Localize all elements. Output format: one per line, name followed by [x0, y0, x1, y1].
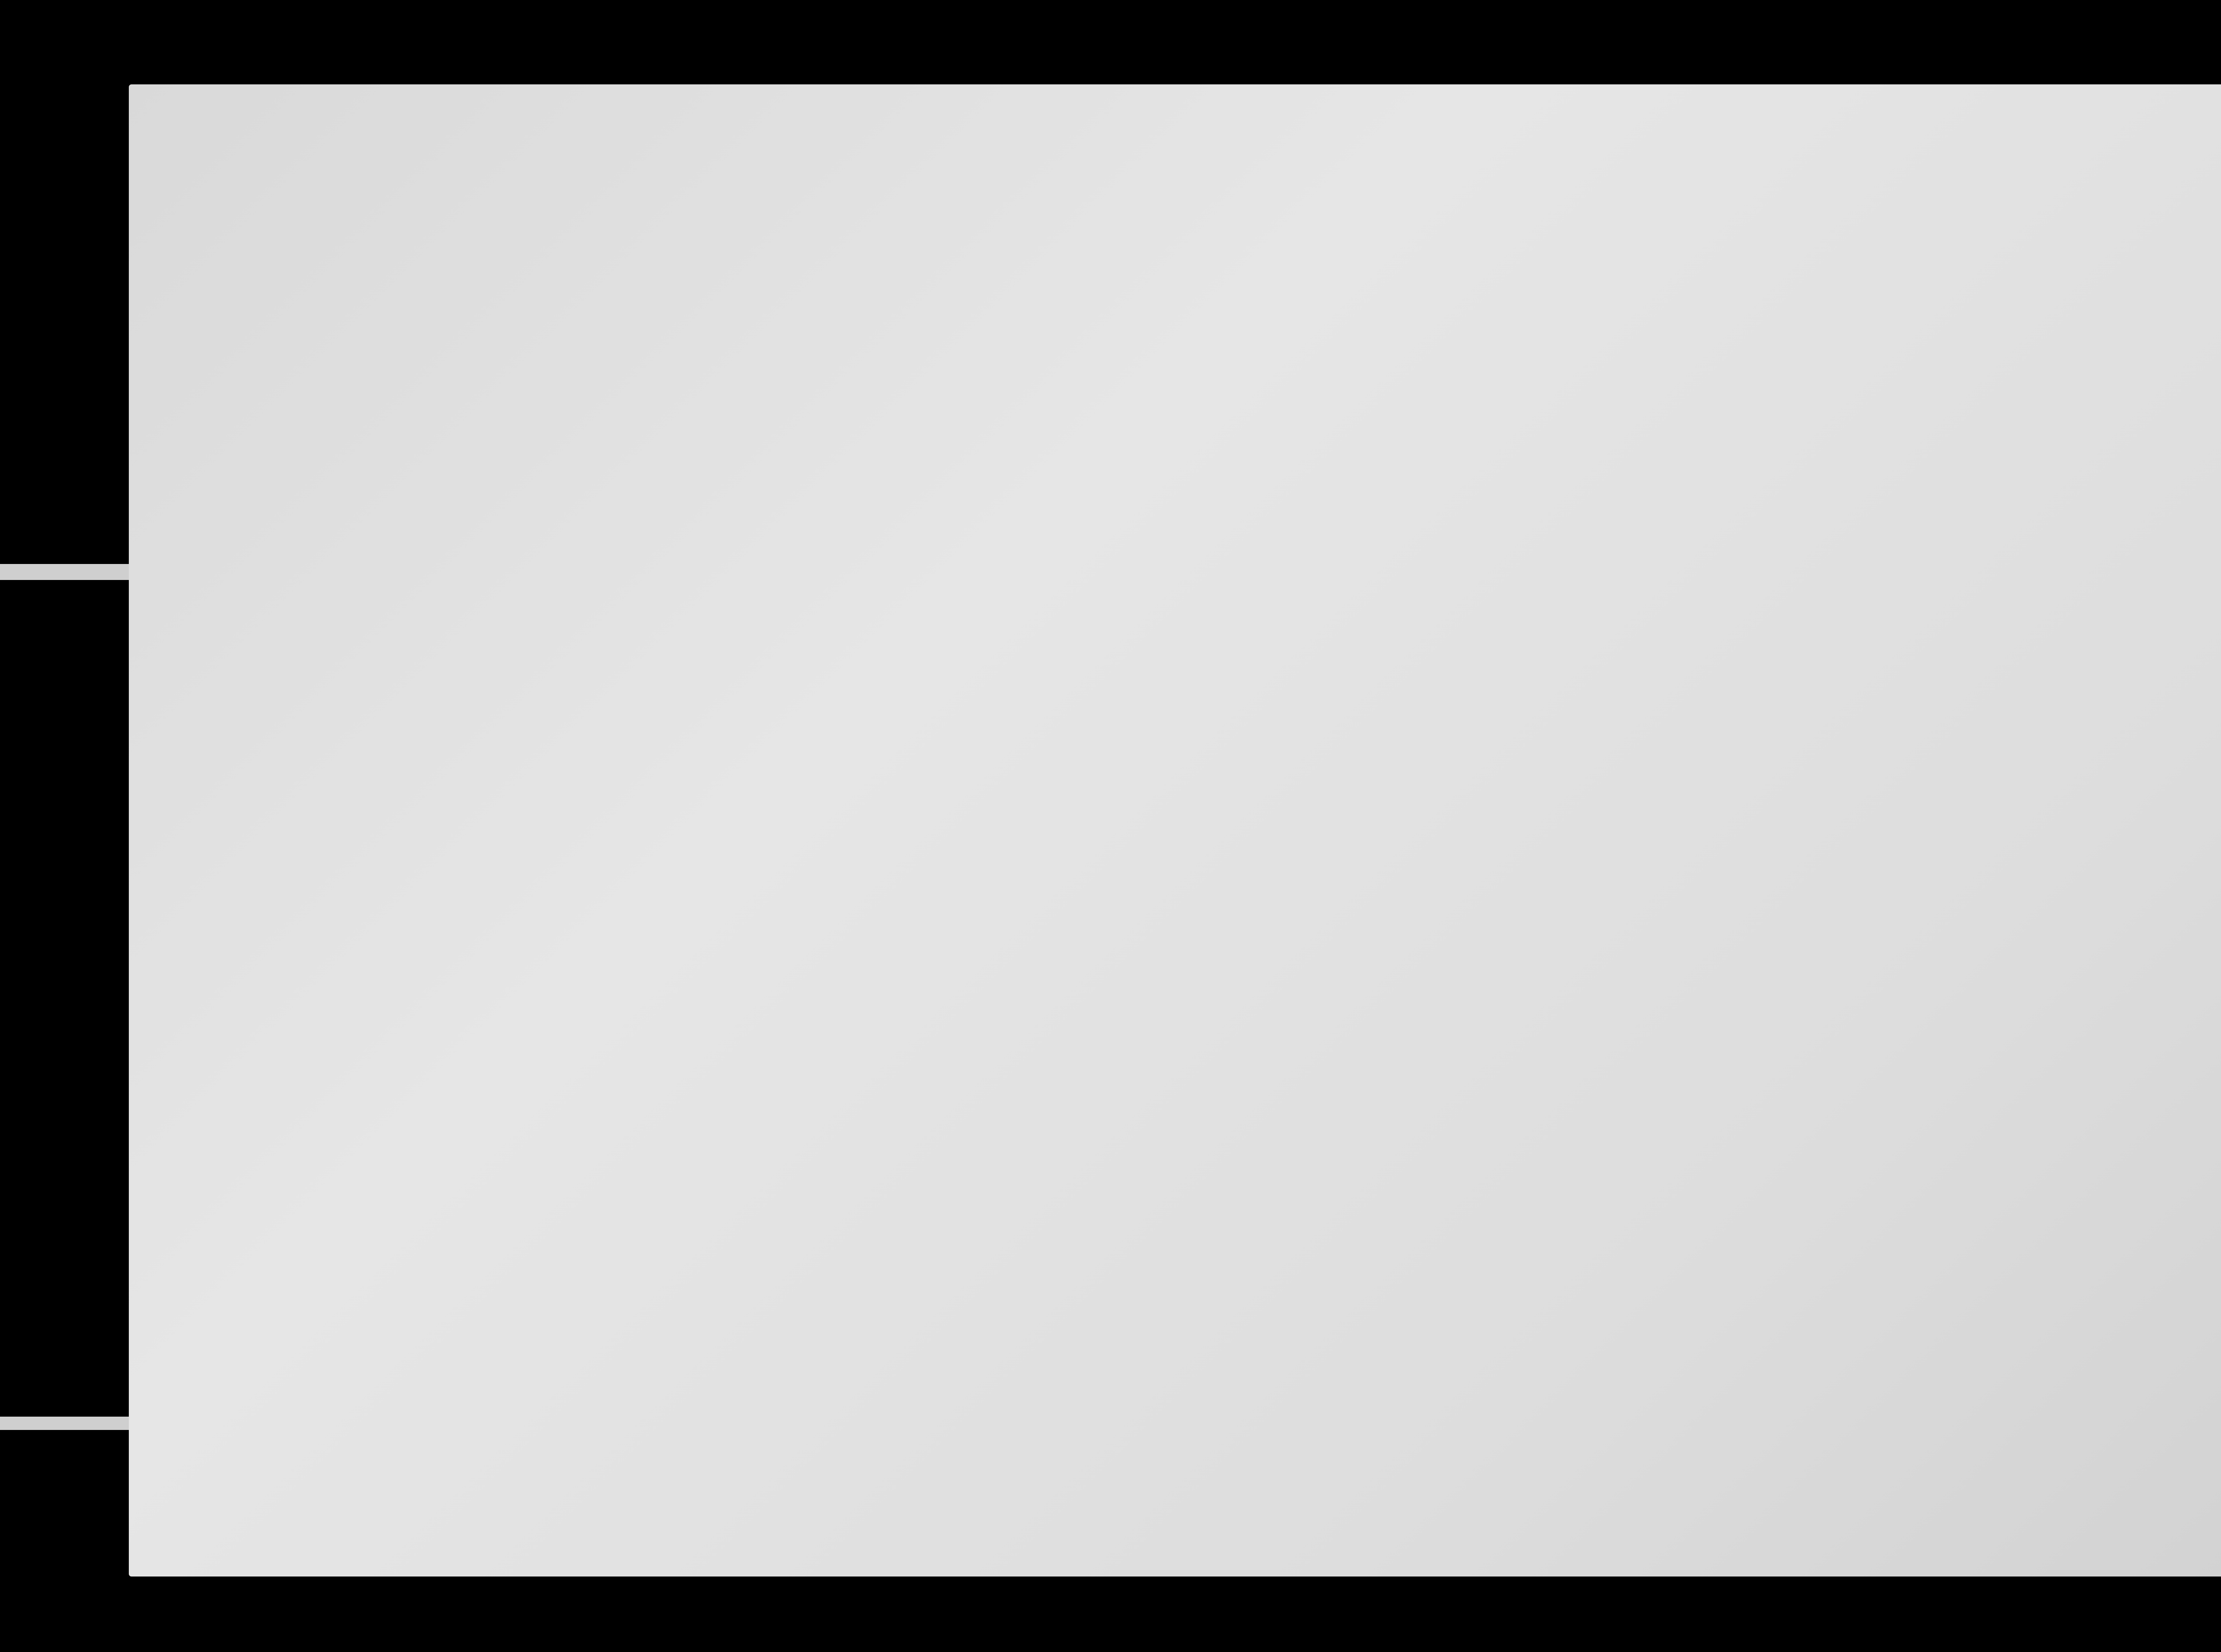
report-title	[2128, 0, 2165, 18]
document-content	[2061, 0, 2221, 18]
document-page	[129, 84, 2221, 1577]
